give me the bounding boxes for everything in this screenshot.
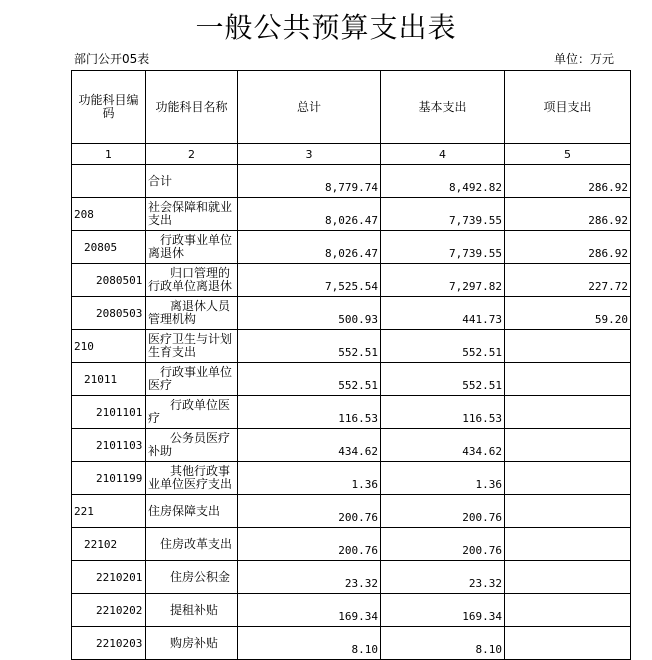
row-code: 2101199 (72, 462, 146, 495)
table-row (72, 561, 631, 594)
row-project (505, 462, 631, 495)
row-project (505, 594, 631, 627)
row-project: 286.92 (505, 165, 631, 198)
row-code: 2210203 (72, 627, 146, 660)
row-project (505, 429, 631, 462)
row-total: 169.34 (238, 594, 381, 627)
row-project: 227.72 (505, 264, 631, 297)
row-name: 提租补贴 (146, 594, 238, 627)
header-name: 功能科目名称 (146, 71, 238, 144)
row-code: 2101103 (72, 429, 146, 462)
column-number-row (72, 144, 631, 165)
row-project (505, 330, 631, 363)
row-name: 社会保障和就业支出 (146, 198, 238, 231)
header-code: 功能科目编码 (72, 71, 146, 144)
row-basic: 8,492.82 (381, 165, 505, 198)
row-basic: 7,297.82 (381, 264, 505, 297)
table-row (72, 363, 631, 396)
row-basic: 7,739.55 (381, 231, 505, 264)
row-code: 2080503 (72, 297, 146, 330)
row-project (505, 363, 631, 396)
table-row (72, 594, 631, 627)
row-basic: 552.51 (381, 363, 505, 396)
row-total: 200.76 (238, 495, 381, 528)
row-total: 116.53 (238, 396, 381, 429)
row-name: 公务员医疗补助 (146, 429, 238, 462)
table-row (72, 528, 631, 561)
column-number: 5 (505, 144, 631, 165)
column-number: 3 (238, 144, 381, 165)
row-code (72, 165, 146, 198)
row-total: 552.51 (238, 330, 381, 363)
row-basic: 552.51 (381, 330, 505, 363)
row-name: 住房公积金 (146, 561, 238, 594)
table-row (72, 495, 631, 528)
row-name: 行政事业单位医疗 (146, 363, 238, 396)
row-total: 8,026.47 (238, 231, 381, 264)
row-code: 20805 (72, 231, 146, 264)
row-code: 2210202 (72, 594, 146, 627)
row-total: 8.10 (238, 627, 381, 660)
row-basic: 434.62 (381, 429, 505, 462)
row-project: 59.20 (505, 297, 631, 330)
table-row (72, 297, 631, 330)
row-project: 286.92 (505, 198, 631, 231)
row-name: 归口管理的行政单位离退休 (146, 264, 238, 297)
unit-label: 单位：万元 (553, 52, 614, 66)
row-project (505, 495, 631, 528)
row-basic: 200.76 (381, 528, 505, 561)
row-name: 行政事业单位离退休 (146, 231, 238, 264)
row-code: 2080501 (72, 264, 146, 297)
page-title: 一般公共预算支出表 (195, 11, 457, 44)
row-basic: 200.76 (381, 495, 505, 528)
row-name: 离退休人员管理机构 (146, 297, 238, 330)
row-basic: 8.10 (381, 627, 505, 660)
row-name: 合计 (146, 165, 238, 198)
table-row (72, 198, 631, 231)
table-row (72, 396, 631, 429)
row-total: 7,525.54 (238, 264, 381, 297)
row-project (505, 561, 631, 594)
row-total: 552.51 (238, 363, 381, 396)
table-row (72, 264, 631, 297)
row-code: 221 (72, 495, 146, 528)
row-basic: 116.53 (381, 396, 505, 429)
row-name: 住房保障支出 (146, 495, 238, 528)
row-basic: 441.73 (381, 297, 505, 330)
row-name: 行政单位医疗 (146, 396, 238, 429)
row-name: 购房补贴 (146, 627, 238, 660)
row-total: 434.62 (238, 429, 381, 462)
column-number: 1 (72, 144, 146, 165)
row-name: 医疗卫生与计划生育支出 (146, 330, 238, 363)
row-basic: 23.32 (381, 561, 505, 594)
row-total: 8,779.74 (238, 165, 381, 198)
table-row (72, 231, 631, 264)
row-project: 286.92 (505, 231, 631, 264)
row-code: 22102 (72, 528, 146, 561)
row-total: 200.76 (238, 528, 381, 561)
table-row (72, 462, 631, 495)
header-project: 项目支出 (505, 71, 631, 144)
row-code: 2101101 (72, 396, 146, 429)
row-code: 208 (72, 198, 146, 231)
row-code: 2210201 (72, 561, 146, 594)
row-total: 1.36 (238, 462, 381, 495)
department-label: 部门公开05表 (74, 52, 150, 66)
row-total: 8,026.47 (238, 198, 381, 231)
row-basic: 7,739.55 (381, 198, 505, 231)
header-total: 总计 (238, 71, 381, 144)
budget-table (71, 70, 631, 660)
row-name: 其他行政事业单位医疗支出 (146, 462, 238, 495)
row-project (505, 396, 631, 429)
table-row (72, 330, 631, 363)
column-number: 2 (146, 144, 238, 165)
header-row (72, 71, 631, 144)
header-basic: 基本支出 (381, 71, 505, 144)
row-basic: 169.34 (381, 594, 505, 627)
row-basic: 1.36 (381, 462, 505, 495)
column-number: 4 (381, 144, 505, 165)
row-code: 210 (72, 330, 146, 363)
row-total: 23.32 (238, 561, 381, 594)
row-name: 住房改革支出 (146, 528, 238, 561)
row-code: 21011 (72, 363, 146, 396)
row-total: 500.93 (238, 297, 381, 330)
table-row (72, 165, 631, 198)
row-project (505, 528, 631, 561)
table-row (72, 429, 631, 462)
